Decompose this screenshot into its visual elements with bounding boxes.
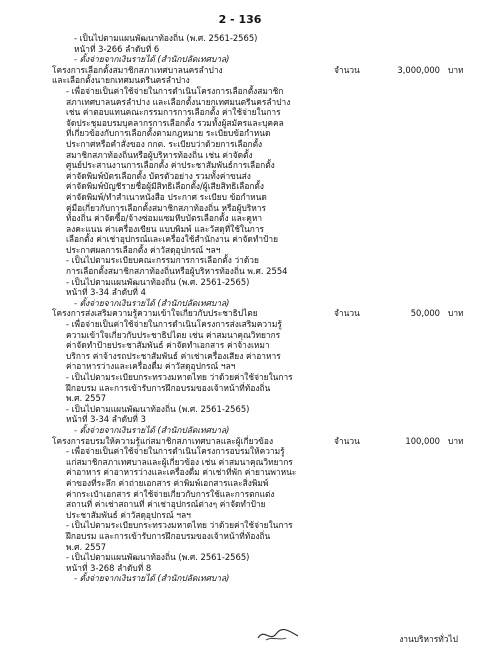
project-body-line: ประชาสัมพันธ์ ค่าวัสดุอุปกรณ์ ฯลฯ	[66, 509, 191, 520]
project-election	[52, 65, 480, 309]
project-body-line: บริการ ค่าจ้างรถประชาสัมพันธ์ ค่าเช่าเครื่องเสียง ค่าอาหาร	[66, 350, 281, 361]
project-body-line: ท้องถิ่น ค่าจัดซื้อ/จ้างซ่อมแซมหีบบัตรเลือกตั้ง และคูหา	[66, 213, 263, 224]
project-amount	[334, 436, 480, 447]
project-body-line: - เพื่อจ่ายเป็นค่าใช้จ่ายในการดำเนินโครงการอบรมให้ความรู้	[66, 446, 285, 457]
project-body-line: - เป็นไปตามแผนพัฒนาท้องถิ่น (พ.ศ. 2561-2565)	[66, 276, 250, 287]
project-body-line: ค่าจัดพิมพ์บัญชีรายชื่อผู้มีสิทธิเลือกตั้ง/ผู้เสียสิทธิเลือกตั้ง	[66, 181, 264, 192]
project-body-line: หน้าที่ 3-34 ลำดับที่ 3	[66, 414, 146, 425]
project-body-line: สภาเทศบาลนครลำปาง และเลือกตั้งนายกเทศมนตรีนครลำปาง	[66, 96, 291, 107]
amount-value: 3,000,000	[397, 64, 440, 75]
project-title-line: โครงการเลือกตั้งสมาชิกสภาเทศบาลนครลำปาง	[52, 64, 223, 75]
project-body-line: - เป็นไปตามระเบียบคณะกรรมการการเลือกตั้ง ว่าด้วย	[66, 255, 259, 266]
project-body-line: - เป็นไปตามแผนพัฒนาท้องถิ่น (พ.ศ. 2561-2565)	[66, 403, 250, 414]
project-body-line: คู่มือเกี่ยวกับการเลือกตั้งสมาชิกสภาท้องถิ่น หรือผู้บริหาร	[66, 202, 266, 213]
funding-source-line: - ตั้งจ่ายจากเงินรายได้ (สำนักปลัดเทศบาล)	[74, 573, 230, 584]
page-number: 2 - 136	[218, 13, 262, 26]
project-title-line: โครงการอบรมให้ความรู้แก่สมาชิกสภาเทศบาลและผู้เกี่ยวข้อง	[52, 435, 274, 446]
project-body-line: ค่าจัดทำป้ายประชาสัมพันธ์ ค่าจัดทำเอกสาร ค่าจ้างเหมา	[66, 340, 270, 351]
project-body-line: ที่เกี่ยวข้องกับการเลือกตั้งตามกฎหมาย ระเบียบข้อกำหนด	[66, 128, 271, 139]
funding-source-line: - ตั้งจ่ายจากเงินรายได้ (สำนักปลัดเทศบาล)	[74, 54, 230, 65]
amount-label: จำนวน	[334, 435, 360, 446]
plan-reference-line: - เป็นไปตามแผนพัฒนาท้องถิ่น (พ.ศ. 2561-2565)	[74, 33, 258, 43]
project-body-line: หน้าที่ 3-34 ลำดับที่ 4	[66, 287, 146, 298]
project-body-line: - เพื่อจ่ายเป็นค่าใช้จ่ายในการดำเนินโครงการเลือกตั้งสมาชิก	[66, 85, 284, 96]
amount-label: จำนวน	[334, 64, 360, 75]
project-title-line: โครงการส่งเสริมความรู้ความเข้าใจเกี่ยวกับประชาธิปไตย	[52, 308, 258, 319]
project-body-line: หน้าที่ 3-268 ลำดับที่ 8	[66, 562, 152, 573]
project-amount	[334, 65, 480, 76]
project-body-line: เลือกตั้ง ค่าเช่าอุปกรณ์และเครื่องใช้สำนักงาน ค่าจัดทำป้าย	[66, 234, 279, 245]
amount-value: 50,000	[410, 308, 440, 319]
project-body-line: ประกาศผลการเลือกตั้ง ค่าวัสดุอุปกรณ์ ฯลฯ	[66, 244, 221, 255]
project-body-line: ค่าอาหาร ค่าอาหารว่างและเครื่องดื่ม ค่าเช่าที่พัก ค่ายานพาหนะ	[66, 467, 297, 478]
project-title-line: และเลือกตั้งนายกเทศมนตรีนครลำปาง	[52, 75, 190, 86]
project-body-line: สถานที่ ค่าเช่าสถานที่ ค่าเช่าอุปกรณ์ต่างๆ ค่าจัดทำป้าย	[66, 499, 266, 510]
project-body-line: - เพื่อจ่ายเป็นค่าใช้จ่ายในการดำเนินโครงการส่งเสริมความรู้	[66, 319, 282, 330]
document-body	[52, 33, 480, 584]
project-body-line: ศูนย์ประสานงานการเลือกตั้ง ค่าประชาสัมพันธ์การเลือกตั้ง	[66, 160, 275, 171]
project-body-line: ค่าอาหารว่างและเครื่องดื่ม ค่าวัสดุอุปกรณ์ ฯลฯ	[66, 361, 236, 372]
project-council-training	[52, 436, 480, 584]
project-body-line: พ.ศ. 2557	[66, 541, 107, 552]
project-body-line: เช่น ค่าตอบแทนคณะกรรมการการเลือกตั้ง ค่าใช้จ่ายในการ	[66, 107, 281, 118]
project-body-line: สมาชิกสภาท้องถิ่นหรือผู้บริหารท้องถิ่น เช่น ค่าจัดตั้ง	[66, 149, 253, 160]
project-body-line: - เป็นไปตามระเบียบกระทรวงมหาดไทย ว่าด้วยค่าใช้จ่ายในการ	[66, 372, 293, 382]
project-body-line: - เป็นไปตามระเบียบกระทรวงมหาดไทย ว่าด้วยค่าใช้จ่ายในการ	[66, 520, 293, 531]
project-body-line: แก่สมาชิกสภาเทศบาลและผู้เกี่ยวข้อง เช่น ค่าสมนาคุณวิทยากร	[66, 456, 293, 467]
project-body-line: ค่าของที่ระลึก ค่าถ่ายเอกสาร ค่าพิมพ์เอกสารและสิ่งพิมพ์	[66, 477, 269, 488]
footer-section-label: งานบริหารทั่วไป	[399, 634, 458, 645]
project-body-line: - เป็นไปตามแผนพัฒนาท้องถิ่น (พ.ศ. 2561-2565)	[66, 552, 250, 563]
amount-label: จำนวน	[334, 308, 360, 319]
amount-unit: บาท	[448, 435, 464, 446]
project-body-line: ความเข้าใจเกี่ยวกับประชาธิปไตย เช่น ค่าสมนาคุณวิทยากร	[66, 329, 281, 340]
project-body-line: ค่าจัดพิมพ์บัตรเลือกตั้ง บัตรตัวอย่าง รวมทั้งค่าขนส่ง	[66, 170, 251, 181]
amount-unit: บาท	[448, 308, 464, 319]
project-democracy-awareness	[52, 308, 480, 435]
project-body-line: การเลือกตั้งสมาชิกสภาท้องถิ่นหรือผู้บริหารท้องถิ่น พ.ศ. 2554	[66, 266, 288, 277]
project-body-line: ลงคะแนน ค่าเครื่องเขียน แบบพิมพ์ และวัสดุที่ใช้ในการ	[66, 223, 265, 234]
project-body-line: พ.ศ. 2557	[66, 393, 107, 404]
plan-page-line: หน้าที่ 3-266 ลำดับที่ 6	[74, 43, 160, 54]
funding-source-line: - ตั้งจ่ายจากเงินรายได้ (สำนักปลัดเทศบาล)	[74, 297, 230, 308]
project-amount	[334, 308, 480, 319]
amount-value: 100,000	[405, 435, 440, 446]
funding-source-line: - ตั้งจ่ายจากเงินรายได้ (สำนักปลัดเทศบาล)	[74, 424, 230, 435]
project-body-line: ฝึกอบรม และการเข้ารับการฝึกอบรมของเจ้าหน้าที่ท้องถิ่น	[66, 530, 271, 541]
amount-unit: บาท	[448, 64, 464, 75]
project-body-line: จัดประชุมอบรมบุคลากรการเลือกตั้ง รวมทั้งผู้สมัครและบุคคล	[66, 117, 284, 128]
project-body-line: ค่ากระเป๋าเอกสาร ค่าใช้จ่ายเกี่ยวกับการใช้และการตกแต่ง	[66, 488, 275, 499]
project-body-line: ค่าจัดพิมพ์/ทำสำเนาหนังสือ ประกาศ ระเบียบ ข้อกำหนด	[66, 191, 267, 202]
project-body-line: ประกาศหรือคำสั่งของ กกต. ระเบียบว่าด้วยการเลือกตั้ง	[66, 138, 263, 149]
project-body-line: ฝึกอบรม และการเข้ารับการฝึกอบรมของเจ้าหน้าที่ท้องถิ่น	[66, 382, 271, 393]
signature-mark	[256, 626, 300, 644]
